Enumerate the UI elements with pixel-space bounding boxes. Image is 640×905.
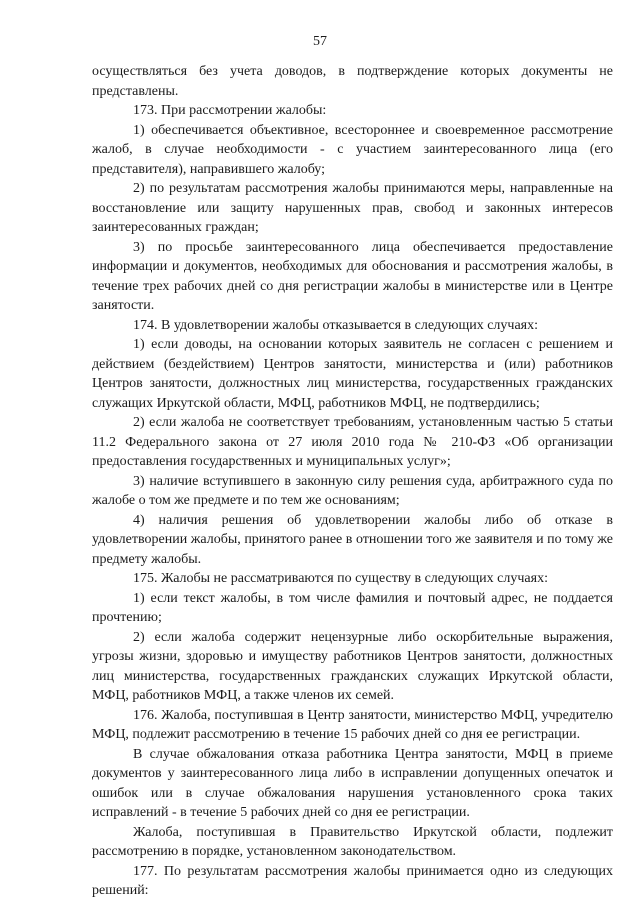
paragraph: 2) если жалоба содержит нецензурные либо оскорбительные выражения, угрозы жизни, здоровью и имуществу работников Центров занятости, должностных лиц министерства, государственных гражданских служащих Иркутской области, МФЦ, работников МФЦ, а также членов их семей. bbox=[92, 629, 613, 703]
paragraph: 176. Жалоба, поступившая в Центр занятости, министерство МФЦ, учредителю МФЦ, подлежит рассмотрению в течение 15 рабочих дней со дня ее регистрации. bbox=[92, 707, 613, 742]
paragraph: 173. При рассмотрении жалобы: bbox=[133, 103, 327, 118]
paragraph: 174. В удовлетворении жалобы отказывается в следующих случаях: bbox=[133, 317, 539, 333]
document-body bbox=[92, 62, 613, 901]
paragraph: осуществляться без учета доводов, в подтверждение которых документы не представлены. bbox=[92, 64, 613, 99]
paragraph: 3) наличие вступившего в законную силу решения суда, арбитражного суда по жалобе о том же предмете и по тем же основаниям; bbox=[92, 473, 613, 508]
paragraph: 177. По результатам рассмотрения жалобы принимается одно из следующих решений: bbox=[92, 863, 613, 898]
page-number: 57 bbox=[313, 34, 327, 49]
paragraph: 1) если текст жалобы, в том числе фамилия и почтовый адрес, не поддается прочтению; bbox=[92, 590, 613, 625]
paragraph: 2) по результатам рассмотрения жалобы принимаются меры, направленные на восстановление или защиту нарушенных прав, свобод и законных интересов заинтересованных граждан; bbox=[92, 181, 613, 235]
paragraph: В случае обжалования отказа работника Центра занятости, МФЦ в приеме документов у заинтересованного лица либо в исправлении допущенных опечаток и ошибок или в случае обжалования нарушения установленного срока таких исправлений - в течение 5 рабочих дней со дня ее регистрации. bbox=[92, 746, 613, 820]
paragraph: 3) по просьбе заинтересованного лица обеспечивается предоставление информации и документов, необходимых для обоснования и рассмотрения жалобы, в течение трех рабочих дней со дня регистрации жалобы в министерстве или в Центре занятости. bbox=[92, 239, 613, 313]
paragraph: Жалоба, поступившая в Правительство Иркутской области, подлежит рассмотрению в порядке, установленном законодательством. bbox=[92, 824, 613, 859]
paragraph: 175. Жалобы не рассматриваются по существу в следующих случаях: bbox=[133, 571, 548, 586]
paragraph: 2) если жалоба не соответствует требованиям, установленным частью 5 статьи 11.2 Федерального закона от 27 июля 2010 года № 210-ФЗ «Об организации предоставления государственных и муниципальных услуг»; bbox=[92, 415, 613, 469]
paragraph: 1) если доводы, на основании которых заявитель не согласен с решением и действием (бездействием) Центров занятости, министерства и (или) работников Центров занятости, должностных лиц министерства, государственных гражданских служащих Иркутской области, МФЦ, работников МФЦ, не подтвердились; bbox=[92, 337, 613, 411]
paragraph: 4) наличия решения об удовлетворении жалобы либо об отказе в удовлетворении жалобы, принятого ранее в отношении того же заявителя и по тому же предмету жалобы. bbox=[92, 512, 613, 567]
paragraph: 1) обеспечивается объективное, всестороннее и своевременное рассмотрение жалоб, в случае необходимости - с участием заинтересованного лица (его представителя), направившего жалобу; bbox=[92, 122, 613, 177]
